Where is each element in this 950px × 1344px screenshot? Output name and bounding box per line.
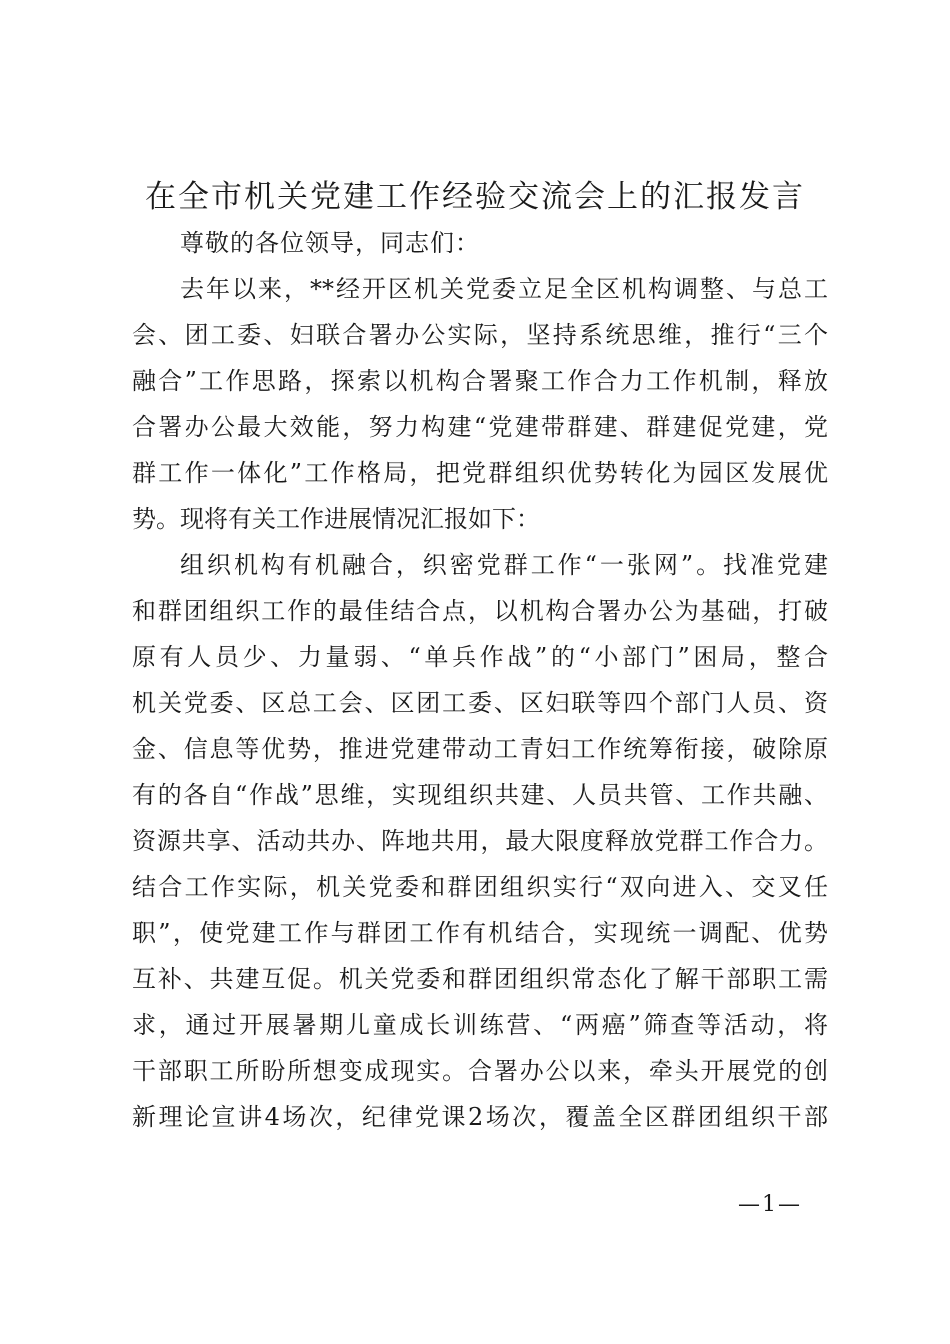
paragraph-line: 有的各自“作战”思维，实现组织共建、人员共管、工作共融、 [132, 781, 828, 809]
paragraph-line: 和群团组织工作的最佳结合点，以机构合署办公为基础，打破 [132, 597, 828, 625]
paragraph-line: 结合工作实际，机关党委和群团组织实行“双向进入、交叉任 [132, 873, 828, 901]
document-title: 在全市机关党建工作经验交流会上的汇报发言 [145, 179, 805, 215]
paragraph-line: 会、团工委、妇联合署办公实际，坚持系统思维，推行“三个 [132, 321, 828, 349]
paragraph-line: 金、信息等优势，推进党建带动工青妇工作统筹衔接，破除原 [132, 735, 828, 763]
paragraph-line: 求，通过开展暑期儿童成长训练营、“两癌”筛查等活动，将 [132, 1011, 828, 1039]
paragraph-line: 去年以来，**经开区机关党委立足全区机构调整、与总工 [180, 275, 828, 303]
paragraph-line: 势。现将有关工作进展情况汇报如下： [132, 505, 540, 533]
page-number: —1— [738, 1192, 802, 1217]
paragraph-line: 原有人员少、力量弱、“单兵作战”的“小部门”困局，整合 [132, 643, 828, 671]
paragraph-line: 新理论宣讲4场次，纪律党课2场次，覆盖全区群团组织干部 [132, 1103, 828, 1131]
paragraph-line: 机关党委、区总工会、区团工委、区妇联等四个部门人员、资 [132, 689, 828, 717]
paragraph-line: 群工作一体化”工作格局，把党群组织优势转化为园区发展优 [132, 459, 828, 487]
paragraph-line: 干部职工所盼所想变成现实。合署办公以来，牵头开展党的创 [132, 1057, 828, 1085]
paragraph-line: 组织机构有机融合，织密党群工作“一张网”。找准党建 [180, 551, 828, 579]
paragraph-line: 职”，使党建工作与群团工作有机结合，实现统一调配、优势 [132, 919, 828, 947]
paragraph-line: 融合”工作思路，探索以机构合署聚工作合力工作机制，释放 [132, 367, 828, 395]
paragraph-line: 资源共享、活动共办、阵地共用，最大限度释放党群工作合力。 [132, 827, 828, 855]
paragraph-line: 互补、共建互促。机关党委和群团组织常态化了解干部职工需 [132, 965, 828, 993]
salutation: 尊敬的各位领导，同志们： [180, 229, 480, 257]
paragraph-line: 合署办公最大效能，努力构建“党建带群建、群建促党建，党 [132, 413, 828, 441]
